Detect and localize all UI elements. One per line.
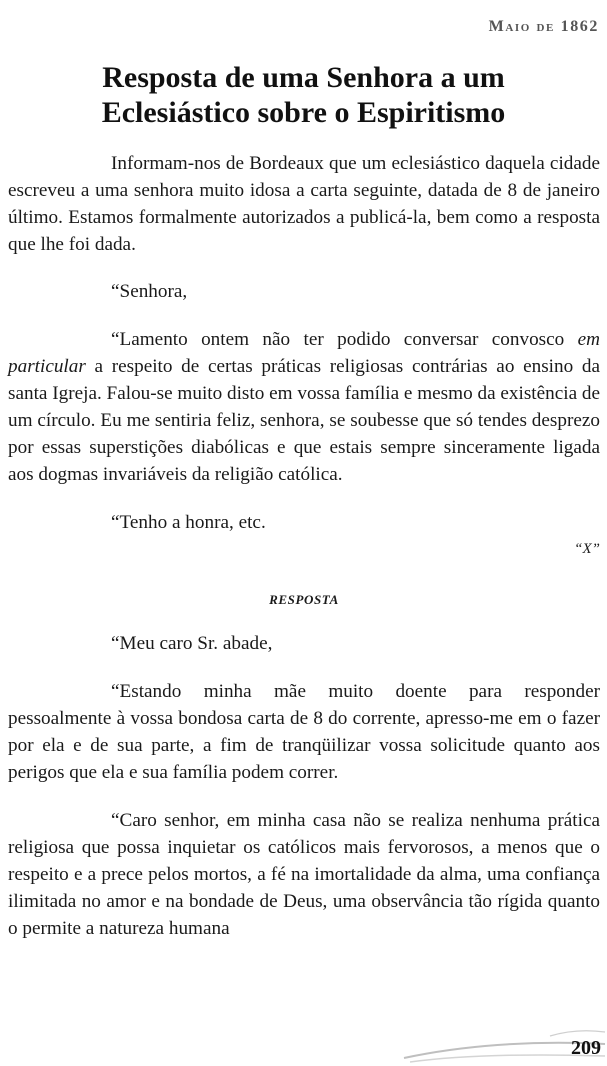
letter-text-rest: a respeito de certas práticas religiosas contrárias ao ensino da santa Igreja. Falou-se muito disto em vossa família e mesmo da existência de um círculo. Eu me sentiria feliz, senhora, se soubesse que só tendes desprezo por essas superstições diabólicas e que estais sempre sinceramente ligada aos dogmas invariáveis da religião católica. (8, 356, 600, 485)
paragraph-intro: Informam-nos de Bordeaux que um eclesiástico daquela cidade escreveu a uma senhora muito idosa a carta seguinte, datada de 8 de janeiro último. Estamos formalmente autorizados a publicá-la, bem como a resposta que lhe foi dada. (8, 153, 600, 255)
title-line-1: Resposta de uma Senhora a um (102, 61, 505, 94)
section-heading: RESPOSTA (269, 592, 339, 607)
paragraph-closing: “Tenho a honra, etc. (111, 512, 266, 533)
running-head: Maio de 1862 (488, 18, 599, 35)
title-line-2: Eclesiástico sobre o Espiritismo (101, 96, 506, 129)
paragraph-letter (8, 326, 600, 488)
paragraph-reply-2: “Caro senhor, em minha casa não se realiza nenhuma prática religiosa que possa inquietar os católicos mais fervorosos, a menos que o respeito e a prece pelos mortos, a fé na imortalidade da alma, uma confiança ilimitada no amor e na bondade de Deus, uma observância tão rígida quanto o permite a natureza humana (8, 810, 600, 939)
article-body (8, 150, 600, 942)
paragraph-reply-1: “Estando minha mãe muito doente para responder pessoalmente à vossa bondosa carta de 8 do corrente, apresso-me em o fazer por ela e de sua parte, a fim de tranqüilizar vossa solicitude quanto aos perigos que ela e sua família podem correr. (8, 681, 600, 783)
page-title (0, 60, 607, 130)
paragraph-salutation: “Senhora, (111, 281, 188, 302)
paragraph-reply-salutation: “Meu caro Sr. abade, (111, 633, 273, 654)
page-number: 209 (571, 1037, 601, 1059)
letter-emphasis: em particular (8, 329, 600, 377)
signature: “X” (574, 541, 600, 557)
letter-text-start: “Lamento ontem não ter podido conversar convosco (111, 329, 578, 350)
